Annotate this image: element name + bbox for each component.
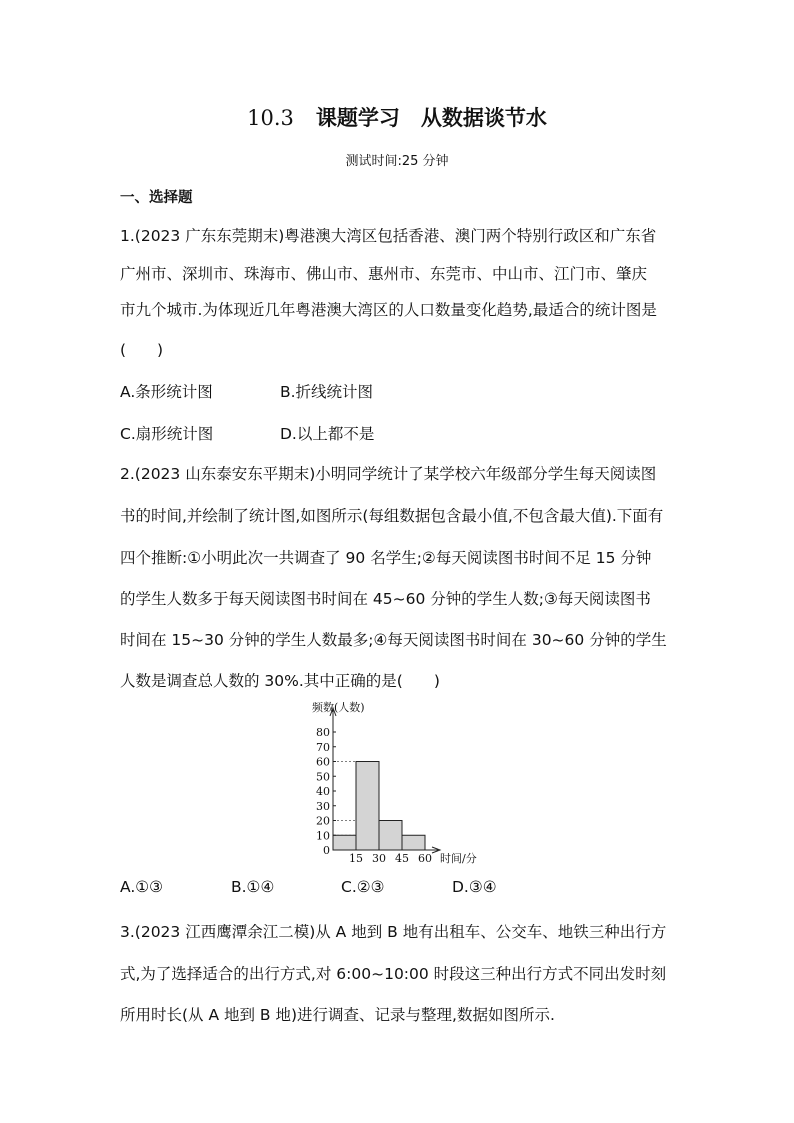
- y-tick-label: 20: [316, 814, 330, 828]
- q1-line-3: 市九个城市.为体现近几年粤港澳大湾区的人口数量变化趋势,最适合的统计图是: [120, 301, 657, 319]
- y-tick-label: 0: [323, 844, 330, 857]
- q2-line-3: 四个推断:①小明此次一共调查了 90 名学生;②每天阅读图书时间不足 15 分钟: [120, 549, 652, 567]
- section-number: 10.3: [247, 106, 294, 130]
- q2-option-c: C.②③: [341, 878, 385, 896]
- q2-line-6: 人数是调查总人数的 30%.其中正确的是( ): [120, 672, 440, 690]
- x-tick-label: 45: [395, 852, 409, 865]
- x-tick-label: 60: [418, 852, 432, 865]
- q2-line-4: 的学生人数多于每天阅读图书时间在 45~60 分钟的学生人数;③每天阅读图书: [120, 590, 651, 608]
- y-tick-label: 60: [316, 755, 330, 769]
- q2-line-1: 2.(2023 山东泰安东平期末)小明同学统计了某学校六年级部分学生每天阅读图: [120, 465, 657, 483]
- y-tick-label: 40: [316, 785, 330, 798]
- q3-line-3: 所用时长(从 A 地到 B 地)进行调查、记录与整理,数据如图所示.: [120, 1006, 555, 1024]
- q1-line-4: ( ): [120, 341, 164, 359]
- q1-option-d: D.以上都不是: [280, 425, 375, 443]
- histogram-chart: [300, 694, 500, 869]
- q1-option-a: A.条形统计图: [120, 383, 213, 401]
- page-title: [0, 102, 794, 132]
- x-axis-label: 时间/分: [440, 852, 477, 865]
- x-tick-label: 15: [349, 852, 363, 865]
- y-tick-label: 30: [316, 799, 330, 813]
- histogram-bar: [333, 835, 356, 850]
- q2-line-2: 书的时间,并绘制了统计图,如图所示(每组数据包含最小值,不包含最大值).下面有: [120, 507, 664, 525]
- q2-option-b: B.①④: [231, 878, 275, 896]
- histogram-bar: [356, 762, 379, 851]
- y-tick-label: 50: [316, 770, 330, 784]
- q1-line-2: 广州市、深圳市、珠海市、佛山市、惠州市、东莞市、中山市、江门市、肇庆: [120, 265, 648, 283]
- q1-line-1: 1.(2023 广东东莞期末)粤港澳大湾区包括香港、澳门两个特别行政区和广东省: [120, 227, 657, 245]
- test-time: 测试时间:25 分钟: [345, 154, 449, 169]
- q2-option-d: D.③④: [452, 878, 497, 896]
- y-tick-label: 70: [316, 740, 330, 754]
- y-tick-label: 10: [316, 829, 330, 843]
- q1-option-c: C.扇形统计图: [120, 425, 214, 443]
- histogram-bar: [402, 835, 425, 850]
- q2-option-a: A.①③: [120, 878, 164, 896]
- y-tick-label: 80: [316, 726, 330, 739]
- y-axis-label: 频数(人数): [312, 701, 365, 714]
- title-text: 课题学习 从数据谈节水: [315, 106, 547, 130]
- section-heading: 一、选择题: [120, 190, 193, 206]
- histogram-bar: [379, 821, 402, 851]
- q2-line-5: 时间在 15~30 分钟的学生人数最多;④每天阅读图书时间在 30~60 分钟的学生: [120, 631, 667, 649]
- q3-line-2: 式,为了选择适合的出行方式,对 6:00~10:00 时段这三种出行方式不同出发时刻: [120, 965, 667, 983]
- q1-option-b: B.折线统计图: [280, 383, 374, 401]
- x-tick-label: 30: [372, 852, 386, 865]
- q3-line-1: 3.(2023 江西鹰潭余江二模)从 A 地到 B 地有出租车、公交车、地铁三种出行方: [120, 923, 667, 941]
